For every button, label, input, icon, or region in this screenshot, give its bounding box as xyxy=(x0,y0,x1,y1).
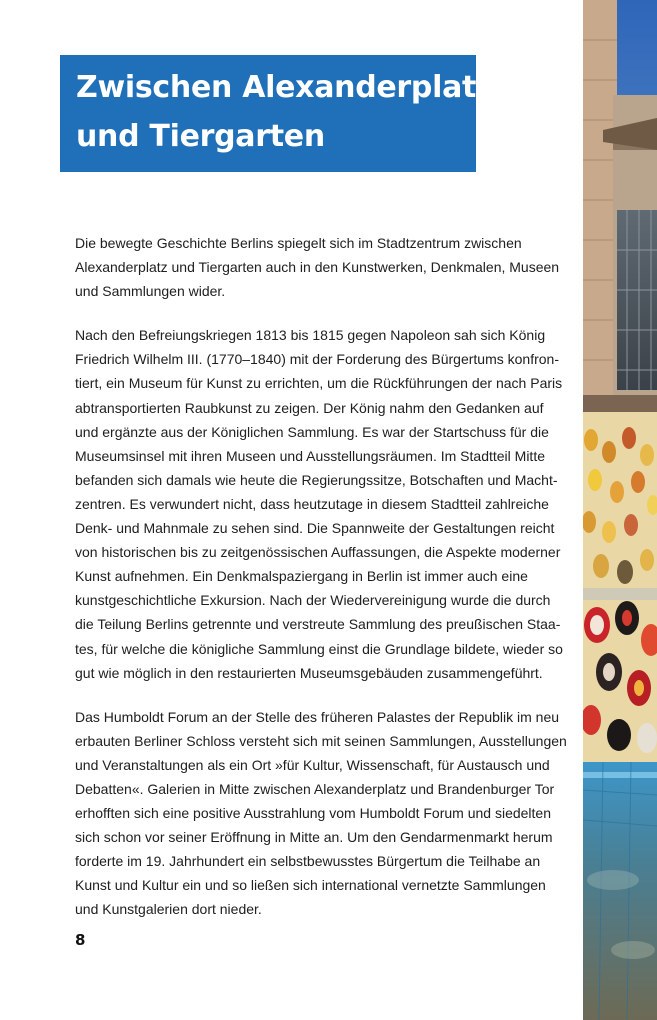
text-line: Denk- und Mahnmale zu sehen sind. Die Spannweite der Gestaltungen reicht xyxy=(75,520,555,537)
text-line: Friedrich Wilhelm III. (1770–1840) mit der Forderung des Bürgertums konfron- xyxy=(75,351,559,368)
text-line: tes, für welche die königliche Sammlung einst die Grundlage bildete, wieder so xyxy=(75,640,563,657)
text-line: Museumsinsel mit ihren Museen und Ausstellungsräumen. Im Stadtteil Mitte xyxy=(75,447,545,464)
text-line: Kunst aufnehmen. Ein Denkmalspaziergang in Berlin ist immer auch eine xyxy=(75,568,528,585)
text-line: erbauten Berliner Schloss versteht sich mit seinen Sammlungen, Ausstellungen xyxy=(75,732,567,749)
paragraph-2 xyxy=(75,323,563,684)
text-line: Kunst und Kultur ein und so ließen sich international vernetzte Sammlungen xyxy=(75,877,546,894)
text-line: und Kunstgalerien dort nieder. xyxy=(75,901,262,918)
chapter-title-block xyxy=(60,55,494,172)
paragraph-3 xyxy=(75,705,567,922)
text-line: Alexanderplatz und Tiergarten auch in den Kunstwerken, Denkmalen, Museen xyxy=(75,259,560,276)
text-line: und Veranstaltungen als ein Ort »für Kultur, Wissenschaft, für Austausch und xyxy=(75,756,550,773)
body-text xyxy=(75,231,567,922)
text-line: forderte im 19. Jahrhundert ein selbstbewusstes Bürgertum die Teilhabe an xyxy=(75,853,541,870)
text-line: von historischen bis zu zeitgenössischen Auffassungen, die Aspekte moderner xyxy=(75,544,561,561)
text-line: und ergänzte aus der Königlichen Sammlung. Es war der Startschuss für die xyxy=(75,423,549,440)
page-number: 8 xyxy=(75,931,86,949)
text-line: erhofften sich eine positive Ausstrahlung vom Humboldt Forum und siedelten xyxy=(75,805,552,822)
text-line: die Teilung Berlins getrennte und verstreute Sammlung des preußischen Staa- xyxy=(75,616,561,633)
text-line: Nach den Befreiungskriegen 1813 bis 1815 gegen Napoleon sah sich König xyxy=(75,327,546,344)
paragraph-1 xyxy=(75,231,560,303)
chapter-title-line-1: Zwischen Alexanderplatz xyxy=(76,70,494,105)
text-line: tiert, ein Museum für Kunst zu errichten, um die Rückführungen der nach Paris xyxy=(75,375,563,392)
photo-mural-image xyxy=(583,0,657,1020)
text-line: befanden sich damals wie heute die Regierungssitze, Botschaften und Macht- xyxy=(75,471,558,488)
text-line: abtransportierten Raubkunst zu zeigen. Der König nahm den Gedanken auf xyxy=(75,399,544,416)
text-line: und Sammlungen wider. xyxy=(75,283,226,300)
text-line: gut wie möglich in den restaurierten Museumsgebäuden zusammengeführt. xyxy=(75,664,543,681)
photo-strip xyxy=(583,0,657,1020)
text-line: Debatten«. Galerien in Mitte zwischen Alexanderplatz und Brandenburger Tor xyxy=(75,780,555,797)
text-line: sich schon vor seiner Eröffnung in Mitte an. Um den Gendarmenmarkt herum xyxy=(75,829,553,846)
chapter-title-line-2: und Tiergarten xyxy=(76,119,325,154)
text-line: kunstgeschichtliche Exkursion. Nach der Wiedervereinigung wurde die durch xyxy=(75,592,551,609)
text-line: Die bewegte Geschichte Berlins spiegelt sich im Stadtzentrum zwischen xyxy=(75,235,522,251)
text-line: Das Humboldt Forum an der Stelle des früheren Palastes der Republik im neu xyxy=(75,708,560,725)
text-line: zentren. Es verwundert nicht, dass heutzutage in diesem Stadtteil zahlreiche xyxy=(75,495,549,512)
